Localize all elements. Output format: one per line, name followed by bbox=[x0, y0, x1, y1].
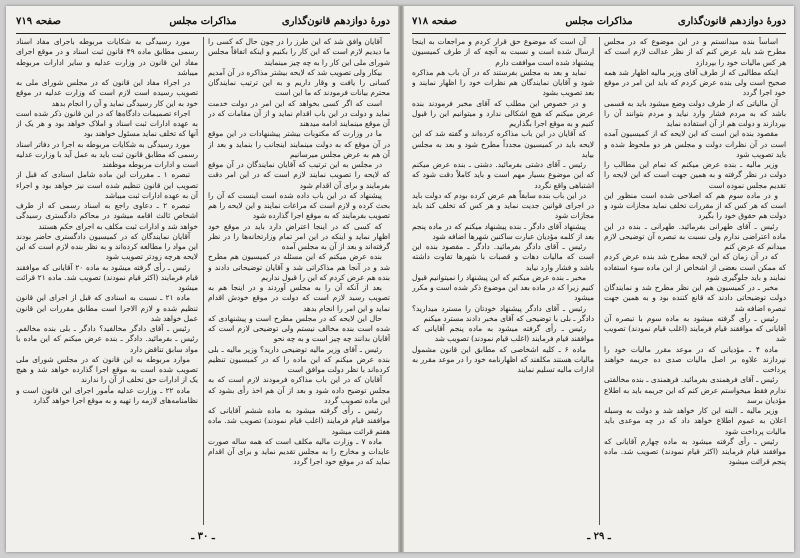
paragraph: بعد از آنکه آن را به مجلس آوردند و در اینجا هم به تصویب رسید لازم است که دولت در موقع خودش اقدام نماید و این امر را انجام بدهد bbox=[208, 283, 390, 313]
column-divider bbox=[203, 37, 204, 525]
paragraph: مقصود بنده این است که این لایحه که از کمیسیون آمده است در آن نظرات دولت و مجلس هر دو ملحوظ شده و باید تصویب شود bbox=[604, 129, 786, 159]
paragraph: آن مالیاتی که از طرف دولت وضع میشود باید به قسمی باشد که به مردم فشار وارد نیاید و مردم بتوانند آن را بپردازند و دولت هم از آن استفاده نماید bbox=[604, 98, 786, 128]
paragraph: رئیس ـ رأی گرفته میشود به ماده ۲۰ آقایانی که موافقند قیام فرمایند (اکثر قیام نمودند) تصویب شد. ماده ۲۱ قرائت میشود bbox=[16, 262, 198, 292]
book-gutter bbox=[398, 6, 404, 552]
paragraph: ماده ۲۲ ـ وزارت عدلیه مأمور اجرای این قانون است و نظامنامه‌های لازمه را تهیه و به موقع اجرا خواهد گذارد bbox=[16, 385, 198, 405]
paragraph: حال این لایحه که در مجلس مطرح است و پیشنهادی که شده است بنده مخالف نیستم ولی توضیحی لازم است که آقایان بدانند چه چیز است و به چه نحو bbox=[208, 313, 390, 344]
paragraph: وزیر مالیه ـ بنده عرض میکنم که تمام این مطالب را دولت در نظر گرفته و به همین جهت است که این لایحه را تقدیم مجلس نموده است bbox=[604, 160, 786, 190]
text-column-left bbox=[412, 37, 594, 525]
text-column-right bbox=[208, 37, 390, 525]
paragraph: مخبر ـ در کمیسیون هم این نظر مطرح شد و نمایندگان دولت توضیحاتی دادند که قانع کننده بود و به همین جهت تبصره اضافه شد bbox=[604, 283, 786, 313]
paragraph: آن است که موضوع حق قرار کردم و مراجعات به اینجا ارسال شده است و نسبت به آنچه که از طرف کمیسیون پیشنهاد شده است موافقت دارم bbox=[412, 37, 594, 67]
paragraph: مورد رسیدگی به شکایات مربوطه باجرای مفاد اسناد رسمی مطابق ماده ۴۹ قانون ثبت اسناد و در موقع اجرای مفاد این قانون در وزارت عدلیه و سایر ادارات مربوطه میباشد bbox=[16, 37, 198, 77]
text-column-left bbox=[16, 37, 198, 525]
paragraph: نماید و بعد به مجلس بفرستند که در آن باب هم مذاکره شود و آقایان نمایندگان هم نظرات خود را اظهار نمایند و بعد تصویب بشود bbox=[412, 67, 594, 98]
paragraph: رئیس ـ آقای دادگر پیشنهاد خودتان را مسترد میدارید؟ دادگر ـ بلی با توضیحی که آقای مخبر دادند مسترد میکنم bbox=[412, 303, 594, 323]
paragraph: در اجراء مفاد این قانون که در مجلس شورای ملی به تصویب رسیده است لازم است که وزارت عدلیه در موقع خود به این کار رسیدگی نماید و آن را انجام بدهد bbox=[16, 78, 198, 108]
paragraph: رئیس ـ رأی گرفته میشود به ماده سوم با تبصره آن آقایانی که موافقند قیام فرمایند (اغلب قیام نمودند) تصویب شد bbox=[604, 313, 786, 344]
paragraph: پیشنهاد آقای دادگر ـ بنده پیشنهاد میکنم که در ماده پنجم بعد از کلمه مؤدیان عبارت ساکنین شهرها اضافه شود bbox=[412, 221, 594, 241]
paragraph: ماده ۶ ـ کلیه اشخاصی که مطابق این قانون مشمول مالیات هستند مکلفند که اظهارنامه خود را در موعد مقرر به ادارات مالیه تسلیم نمایند bbox=[412, 344, 594, 374]
paragraph: مورد رسیدگی به شکایات مربوطه به اجرا در دفاتر اسناد رسمی که مطابق قانون ثبت باید به عمل آید با وزارت عدلیه است و ادارات مربوطه موظفند bbox=[16, 139, 198, 169]
paragraph: موارد مربوطه به این قانون که در مجلس شورای ملی تصویب شده است به موقع اجرا گذارده خواهد شد و هیچ یک از ادارات حق تخلف از آن را ندارند bbox=[16, 354, 198, 385]
paragraph: ماده ۲۱ ـ نسبت به اسنادی که قبل از اجرای این قانون تنظیم شده و لازم الاجرا است مطابق مقررات این قانون عمل خواهد شد bbox=[16, 293, 198, 323]
paragraph: که کسی که در اینجا اعتراض دارد باید در موقع خود اظهار نماید و اینکه در این امر تمام وزارتخانه‌ها را در نظر گرفته‌اند و بعد از آن به مجلس آمده bbox=[208, 221, 390, 251]
paragraph: پیشنهاد که در این باب داده شده است اینست که آن را بحث کرده و لازم است که مراعات نمایند و این لایحه را هم تصویب بفرمایند که به موقع اجرا گذارده شود bbox=[208, 190, 390, 221]
paragraph: و در ماده سوم هم که اصلاحی شده است منظور این است که هر کس که از مقررات تخلف نماید مجازات شود و دولت هم حقوق خود را بگیرد bbox=[604, 190, 786, 221]
paragraph: وزیر مالیه ـ البته این کار خواهد شد و دولت به وسیله اعلان به عموم اطلاع خواهد داد که در چه موعدی باید مالیات پرداخت شود bbox=[604, 406, 786, 436]
page-right bbox=[406, 6, 792, 552]
header-rule bbox=[16, 33, 390, 34]
paragraph: رئیس ـ آقای دادگر مخالفید؟ دادگر ـ بلی بنده مخالفم. رئیس ـ بفرمائید. دادگر ـ بنده عرض میکنم که این ماده با مواد سابق تناقض دارد bbox=[16, 324, 198, 354]
header-title: مذاکرات مجلس bbox=[169, 16, 237, 27]
paragraph: رئیس ـ آقای دادگر بفرمائید. دادگر ـ مقصود بنده این است که مالیات دهات و قصبات با شهرها تفاوت داشته باشد و فشار وارد نیاید bbox=[412, 242, 594, 272]
header-page-number: صفحه ۷۱۹ bbox=[16, 16, 61, 27]
page-footer-number: ـ ۳۰ ـ bbox=[191, 531, 215, 542]
paragraph: رئیس ـ آقای وزیر مالیه توضیحی دارید؟ وزیر مالیه ـ بلی بنده عرض میکنم که این ماده را که در کمیسیون تنظیم کرده‌اند با نظر دولت موافق است bbox=[208, 344, 390, 374]
paragraph: است که اگر کسی بخواهد که این امر در دولت خدمت نماید و دولت در این باب اقدام نماید و از آن مقامات که در آن موقع مینمایند ادامه میدهند bbox=[208, 98, 390, 128]
paragraph: آقایان وافق شد که این طرز را در چون حال که کسی را ما دیدیم لازم است که این کار را بکنیم و اینکه اتفاقاً مجلس شورای ملی این کار را به چه چیز مینمایند bbox=[208, 37, 390, 67]
paragraph: ماده ۴ ـ مؤدیانی که در موعد مقرر مالیات خود را نپردازند علاوه بر اصل مالیات صدی ده جریمه خواهند پرداخت bbox=[604, 344, 786, 374]
page-footer-number: ـ ۲۹ ـ bbox=[587, 531, 611, 542]
paragraph: مخبر ـ بنده عرض میکنم که این پیشنهاد را نمیتوانیم قبول کنیم زیرا که در ماده بعد این موضوع ذکر شده است و مکرر میشود bbox=[412, 272, 594, 303]
header-series: دورهٔ دوازدهم قانون‌گذاری bbox=[281, 16, 390, 27]
paragraph: ماده ۷ ـ وزارت مالیه مکلف است که همه ساله صورت عایدات و مخارج را به مجلس تقدیم نماید و برای آن اقدام نماید که در موقع خود اجرا گردد bbox=[208, 436, 390, 467]
paragraph: رئیس ـ آقای فرهمندی بفرمائید. فرهمندی ـ بنده مخالفتی ندارم فقط میخواستم عرض کنم که این جریمه باید به اطلاع مؤدیان برسد bbox=[604, 375, 786, 405]
page-left bbox=[10, 6, 396, 552]
page-header bbox=[16, 14, 390, 30]
header-title: مذاکرات مجلس bbox=[565, 16, 633, 27]
text-column-right bbox=[604, 37, 786, 525]
paragraph: اساساً بنده میدانستم و در این موضوع که در مجلس مطرح شد باید عرض کنم که از نظر عدالت لازم است که هر کس مالیات خود را بپردازد bbox=[604, 37, 786, 67]
paragraph: رئیس ـ آقای طهرانی بفرمائید. طهرانی ـ بنده در این ماده اعتراضی ندارم ولی نسبت به تبصره آن توضیحی لازم میدانم که عرض کنم bbox=[604, 221, 786, 251]
page-header bbox=[412, 14, 786, 30]
paragraph: بنده عرض میکنم که این مسئله در کمیسیون هم مطرح شد و در آنجا هم مذاکراتی شد و آقایان توضیحاتی دادند و بنده هم عرض کردم که این را قبول نداریم bbox=[208, 252, 390, 282]
paragraph: ما در وزارت که مکتوبات بیشتر پیشنهادات در این موقع در آن موقع که به دولت مینمایند اینجانب را بنماید و بعد از آن هم به عرض مجلس میرسانیم bbox=[208, 129, 390, 159]
paragraph: تبصره ۲ ـ دعاوی راجع به اسناد رسمی که از طرف اشخاص ثالث اقامه میشود در محاکم دادگستری رسیدگی خواهد شد و ادارات ثبت مکلف به اجرای حکم هستند bbox=[16, 201, 198, 231]
text-columns bbox=[412, 37, 786, 525]
paragraph: تبصره ۱ ـ مقررات این ماده شامل اسنادی که قبل از تصویب این قانون تنظیم شده است نیز خواهد بود و اجراء آن به عهده ادارات ثبت میباشد bbox=[16, 170, 198, 200]
paragraph: رئیس ـ رأی گرفته میشود به ماده چهارم آقایانی که موافقند قیام فرمایند (اکثر قیام نمودند) تصویب شد. ماده پنجم قرائت میشود bbox=[604, 436, 786, 467]
paragraph: در این باب بنده سابقاً هم عرض کرده بودم که دولت باید در اجرای قوانین جدیت نماید و هر کس که تخلف کند باید مجازات شود bbox=[412, 190, 594, 221]
paragraph: رئیس ـ رأی گرفته میشود به ماده پنجم آقایانی که موافقند قیام فرمایند (اغلب قیام نمودند) تصویب شد bbox=[412, 324, 594, 344]
header-rule bbox=[412, 33, 786, 34]
paragraph: که آقایان در این باب مذاکره کرده‌اند و گفته شد که این لایحه باید در کمیسیون مجدداً مطرح شود و بعد به مجلس بیاید bbox=[412, 129, 594, 159]
text-columns bbox=[16, 37, 390, 525]
paragraph: آقایان نمایندگان که در کمیسیون دادگستری حاضر بودند این مواد را مطالعه کرده‌اند و به نظر بنده لازم است که این لایحه هرچه زودتر تصویب شود bbox=[16, 231, 198, 262]
paragraph: آقایان که در این باب مذاکره فرمودند لازم است که به مجلس توضیح داده شود و بعد از آن هم اخذ رأی بشود که این ماده تصویب گردد bbox=[208, 375, 390, 405]
header-series: دورهٔ دوازدهم قانون‌گذاری bbox=[677, 16, 786, 27]
book-spread bbox=[6, 6, 794, 552]
paragraph: رئیس ـ رأی گرفته میشود به ماده ششم آقایانی که موافقند قیام فرمایند (اغلب قیام نمودند) تصویب شد. ماده هفتم قرائت میشود bbox=[208, 406, 390, 436]
paragraph: اینکه مطالبی که از طرف آقای وزیر مالیه اظهار شد همه صحیح است ولی بنده عرض کردم که باید این امر در موقع خود اجرا گردد bbox=[604, 67, 786, 98]
paragraph: اجراء تصمیمات دادگاه‌ها که در این قانون ذکر شده است به عهده ادارات ثبت اسناد و املاک خواهد بود و هر یک از آنها که تخلف نماید مسئول خواهند بود bbox=[16, 108, 198, 139]
paragraph: رئیس ـ آقای دشتی بفرمائید. دشتی ـ بنده عرض میکنم که این موضوع بسیار مهم است و باید کاملاً دقت شود که اشتباهی واقع نگردد bbox=[412, 160, 594, 190]
column-divider bbox=[599, 37, 600, 525]
paragraph: در مجلس به این ترتیب که آقایان نمایندگان در آن موقع که لایحه را تصویب نمایند لازم است که در این امر دقت بفرمایند و برای آن اقدام شود bbox=[208, 160, 390, 190]
paragraph: که در آن زمان که این لایحه مطرح شد بنده عرض کردم که ممکن است بعضی از اشخاص از این ماده سوء استفاده نمایند و باید جلوگیری شود bbox=[604, 252, 786, 282]
paragraph: و در خصوص این مطلب که آقای مخبر فرمودند بنده عرض میکنم که هیچ اشکالی ندارد و میتوانیم این را قبول کنیم و به موقع اجرا بگذاریم bbox=[412, 98, 594, 128]
paragraph: بیکار ولی تصویب شد که لایحه بیشتر مذاکره در آن آمدیم کسانی را یافت و وقار داریم و به این ترتیب نمایندگان محترم بیانات فرمودند که ما این است bbox=[208, 67, 390, 98]
header-page-number: صفحه ۷۱۸ bbox=[412, 16, 457, 27]
